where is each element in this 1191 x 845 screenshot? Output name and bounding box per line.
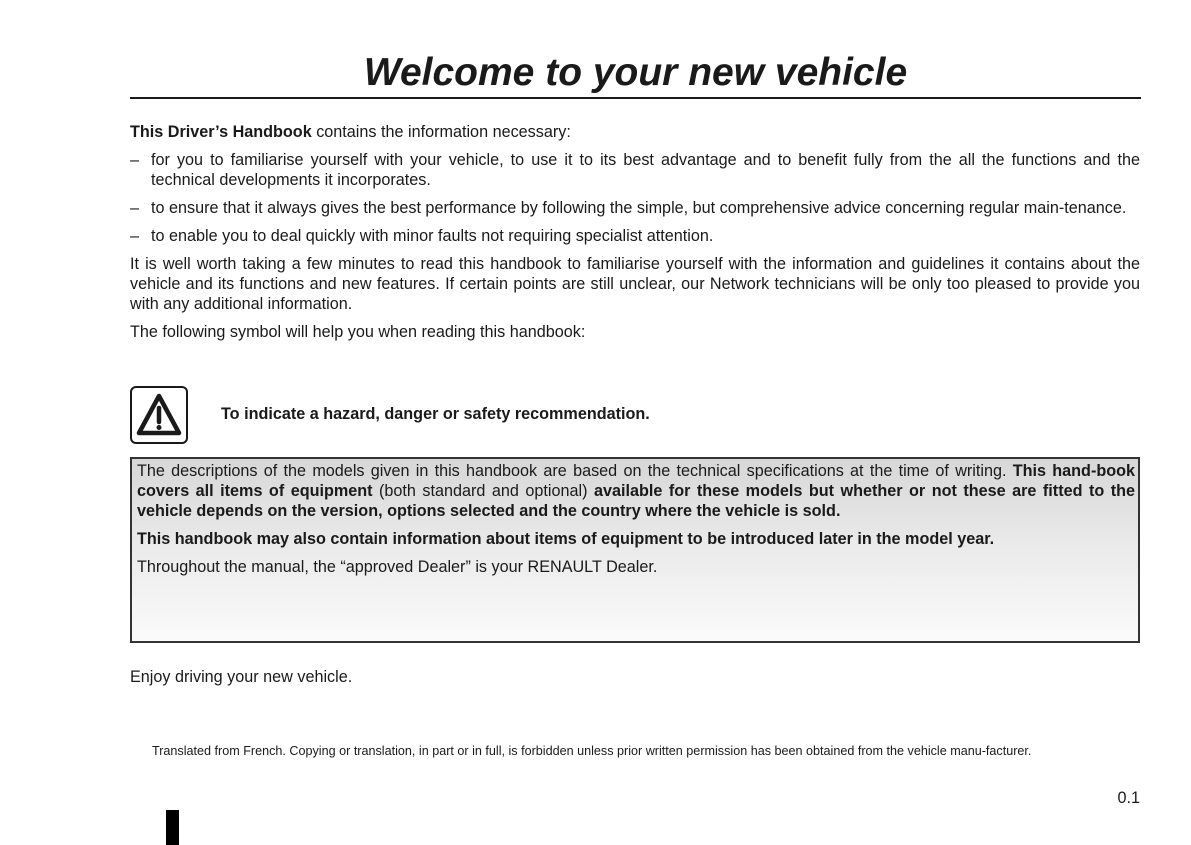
copyright-footnote: Translated from French. Copying or translation, in part or in full, is forbidden unless prior written permission has been obtained from the vehicle manu-facturer. <box>152 744 1032 758</box>
page-title: Welcome to your new vehicle <box>363 51 908 94</box>
intro-bold: This Driver’s Handbook <box>130 123 312 141</box>
list-item-text: to enable you to deal quickly with minor faults not requiring specialist attention. <box>151 227 714 245</box>
dash-marker: – <box>130 151 140 169</box>
info-bold-text: This hand-book covers all items of equipment <box>137 462 1135 500</box>
dash-marker: – <box>130 199 140 217</box>
dash-marker: – <box>130 227 140 245</box>
info-text: The descriptions of the models given in this handbook are based on the technical specifications at the time of writing. <box>137 462 1013 480</box>
equipment-info-box <box>130 457 1140 643</box>
warning-triangle-icon <box>130 386 188 444</box>
info-paragraph-dealer: Throughout the manual, the “approved Dealer” is your RENAULT Dealer. <box>137 558 658 576</box>
info-paragraph-later-equipment <box>137 529 1135 549</box>
intro-rest: contains the information necessary: <box>311 123 571 141</box>
list-item <box>130 150 1140 190</box>
info-bold-text: This handbook may also contain information about items of equipment to be introduced later in the model year. <box>137 530 995 548</box>
section-edge-marker <box>166 810 179 845</box>
warning-legend <box>130 386 830 443</box>
list-item-text: for you to familiarise yourself with your vehicle, to use it to its best advantage and to benefit fully from the all the functions and the technical developments it incorporates. <box>151 151 1140 189</box>
info-paragraph-descriptions <box>137 461 1135 521</box>
info-text: (both standard and optional) <box>372 482 594 500</box>
read-handbook-paragraph: It is well worth taking a few minutes to read this handbook to familiarise yourself with the information and guidelines it contains about the vehicle and its functions and new features. If certain points are still unclear, our Network technicians will be only too pleased to provide you with any additional information. <box>130 255 1140 313</box>
list-item <box>130 226 1140 246</box>
purpose-list <box>130 150 1140 246</box>
intro-section <box>130 122 1140 350</box>
warning-legend-text: To indicate a hazard, danger or safety recommendation. <box>221 405 650 423</box>
closing-line: Enjoy driving your new vehicle. <box>130 668 353 686</box>
info-box-content <box>137 461 1135 585</box>
intro-paragraph <box>130 122 1140 142</box>
info-bold-text: available for these models but whether or not these are fitted to the vehicle depends on the version, options selected and the country where the vehicle is sold. <box>137 482 1136 520</box>
symbol-paragraph: The following symbol will help you when reading this handbook: <box>130 323 586 341</box>
title-underline <box>130 97 1141 99</box>
list-item <box>130 198 1140 218</box>
list-item-text: to ensure that it always gives the best performance by following the simple, but comprehensive advice concerning regular main-tenance. <box>151 199 1127 217</box>
page-number: 0.1 <box>1117 789 1140 807</box>
